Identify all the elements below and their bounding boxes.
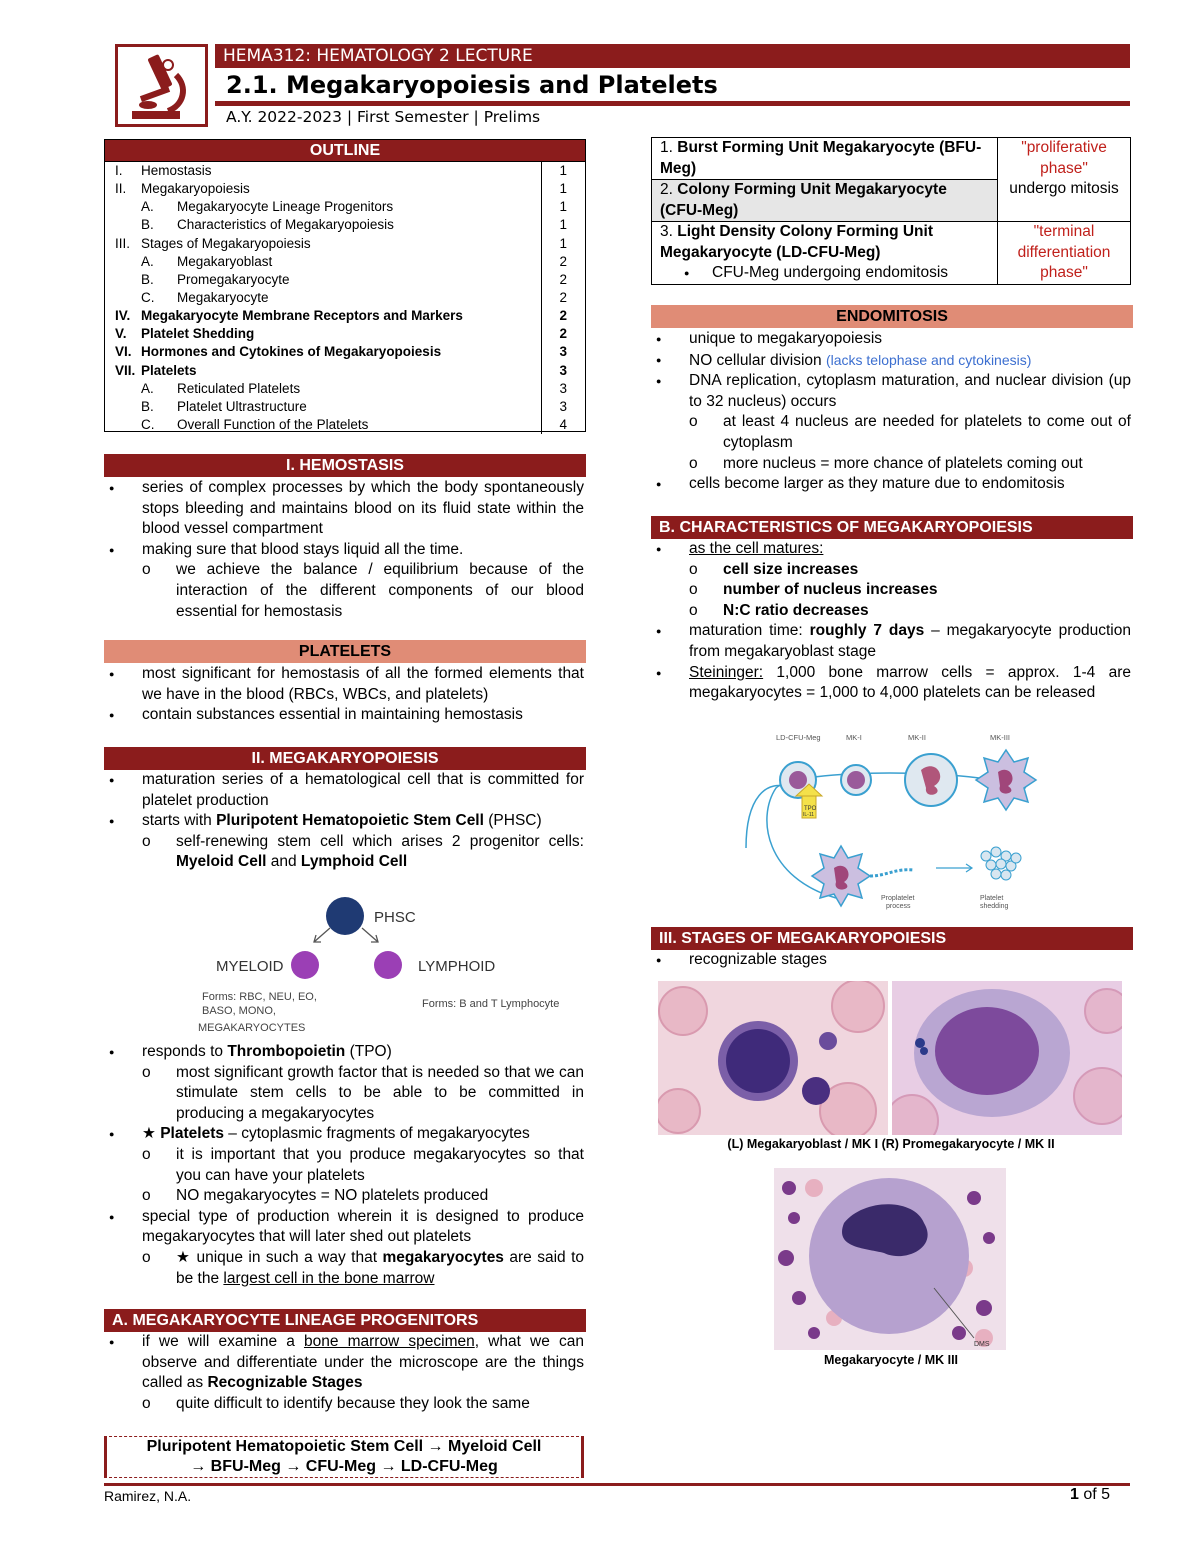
outline-row: A. Megakaryocyte Lineage Progenitors 1 (105, 198, 585, 216)
dms-label: DMS (974, 1341, 990, 1348)
megakaryoblast-micrograph (658, 981, 888, 1135)
svg-text:MK-II: MK-II (908, 733, 926, 742)
outline-row: A. Megakaryoblast 2 (105, 253, 585, 271)
maturation-figure (736, 728, 1046, 918)
svg-text:MK-III: MK-III (990, 733, 1010, 742)
pathway-line: Pluripotent Hematopoietic Stem Cell → Myeloid Cell (146, 1438, 542, 1455)
course-band: HEMA312: HEMATOLOGY 2 LECTURE (215, 44, 1130, 68)
list-item: ● recognizable stages (651, 950, 1131, 971)
phsc-cell (326, 897, 364, 935)
section-endomitosis-heading: ENDOMITOSIS (651, 305, 1133, 328)
list-item: ● as the cell matures: (651, 539, 1131, 560)
micrograph-caption: Megakaryocyte / MK III (823, 1353, 959, 1367)
list-subitem: o more nucleus = more chance of platelets coming out (651, 454, 1131, 475)
outline-row: C. Overall Function of the Platelets 4 (105, 416, 585, 434)
svg-text:Platelet: Platelet (980, 895, 1004, 902)
section-stages-heading: III. STAGES OF MEGAKARYOPOIESIS (651, 927, 1133, 950)
list-subitem: o quite difficult to identify because they look the same (104, 1394, 584, 1415)
section-characteristics-heading: B. CHARACTERISTICS OF MEGAKARYOPOIESIS (651, 516, 1133, 539)
list-item: ● contain substances essential in maintaining hemostasis (104, 705, 584, 726)
list-item: ● making sure that blood stays liquid all the time. (104, 540, 584, 561)
megakaryopoiesis-body-1 (104, 770, 584, 873)
lineage-body (104, 1332, 584, 1414)
characteristics-body (651, 539, 1131, 704)
svg-text:TPO: TPO (804, 806, 817, 812)
list-subitem: o cell size increases (651, 560, 1131, 581)
svg-text:LD-CFU-Meg: LD-CFU-Meg (776, 733, 821, 742)
document-subtitle: A.Y. 2022-2023 | First Semester | Prelims (226, 108, 541, 126)
outline-row: VII. Platelets 3 (105, 362, 585, 380)
outline-row: III. Stages of Megakaryopoiesis 1 (105, 235, 585, 253)
progenitor-table (651, 137, 1131, 285)
outline-row: C. Megakaryocyte 2 (105, 289, 585, 307)
list-item: ● Steininger: 1,000 bone marrow cells = approx. 1-4 are megakaryocytes = 1,000 to 4,000 platelets can be released (651, 663, 1131, 704)
list-subitem: o number of nucleus increases (651, 580, 1131, 601)
list-item: ● if we will examine a bone marrow specimen, what we can observe and differentiate under the microscope are the things called as Recognizable Stages (104, 1332, 584, 1394)
footer-divider (104, 1483, 1130, 1486)
list-subitem: o we achieve the balance / equilibrium because of the interaction of the different components of our blood essential for hemostasis (104, 560, 584, 622)
pathway-line: → BFU-Meg → CFU-Meg → LD-CFU-Meg (190, 1458, 498, 1475)
svg-text:MK-I: MK-I (846, 733, 862, 742)
list-subitem: o ★ unique in such a way that megakaryocytes are said to be the largest cell in the bone marrow (104, 1248, 584, 1289)
outline-row: B. Platelet Ultrastructure 3 (105, 398, 585, 416)
outline-row: V. Platelet Shedding 2 (105, 325, 585, 343)
list-item: ● special type of production wherein it is designed to produce megakaryocytes that will later shed out platelets (104, 1207, 584, 1248)
star-icon: ★ (176, 1248, 192, 1266)
outline-row: VI. Hormones and Cytokines of Megakaryopoiesis 3 (105, 343, 585, 361)
outline-table (105, 162, 585, 434)
svg-text:IL-11: IL-11 (803, 812, 815, 818)
section-megakaryopoiesis-heading: II. MEGAKARYOPOIESIS (104, 747, 586, 770)
outline-row: IV. Megakaryocyte Membrane Receptors and Markers 2 (105, 307, 585, 325)
outline-row: A. Reticulated Platelets 3 (105, 380, 585, 398)
list-item: ● responds to Thrombopoietin (TPO) (104, 1042, 584, 1063)
lymphoid-label: LYMPHOID (418, 958, 496, 975)
section-lineage-heading: A. MEGAKARYOCYTE LINEAGE PROGENITORS (104, 1309, 586, 1332)
outline-box (104, 139, 586, 432)
table-row: 2. Colony Forming Unit Megakaryocyte (CFU-Meg) (652, 180, 1131, 222)
stages-body (651, 950, 1131, 971)
hemostasis-body (104, 478, 584, 622)
list-subitem: o it is important that you produce megakaryocytes so that you can have your platelets (104, 1145, 584, 1186)
document-title: 2.1. Megakaryopoiesis and Platelets (226, 71, 718, 99)
list-item: ● most significant for hemostasis of all the formed elements that we have in the blood (RBCs, WBCs, and platelets) (104, 664, 584, 705)
section-hemostasis-heading: I. HEMOSTASIS (104, 454, 586, 477)
promegakaryocyte-micrograph (892, 981, 1122, 1135)
list-item: ● maturation series of a hematological cell that is committed for platelet production (104, 770, 584, 811)
phsc-lineage-diagram (190, 892, 590, 1038)
microscope-icon (118, 47, 205, 124)
lymphoid-cell (374, 951, 402, 979)
list-item: ● cells become larger as they mature due to endomitosis (651, 474, 1131, 495)
svg-text:shedding: shedding (980, 903, 1009, 910)
list-item: ● DNA replication, cytoplasm maturation, and nuclear division (up to 32 nucleus) occurs (651, 371, 1131, 412)
list-subitem: o self-renewing stem cell which arises 2 progenitor cells: Myeloid Cell and Lymphoid Cell (104, 832, 584, 873)
list-subitem: o N:C ratio decreases (651, 601, 1131, 622)
lineage-pathway-box (104, 1436, 584, 1478)
list-item: ● NO cellular division (lacks telophase and cytokinesis) (651, 350, 1131, 372)
table-row: 1. Burst Forming Unit Megakaryocyte (BFU-Meg) "proliferative phase" undergo mitosis (652, 138, 1131, 180)
phsc-label: PHSC (374, 909, 416, 926)
outline-row: I. Hemostasis 1 (105, 162, 585, 180)
section-platelets-heading: PLATELETS (104, 640, 586, 663)
star-icon: ★ (142, 1125, 156, 1143)
outline-row: II. Megakaryopoiesis 1 (105, 180, 585, 198)
list-item: ● ★ Platelets – cytoplasmic fragments of megakaryocytes (104, 1124, 584, 1145)
myeloid-forms-line: Forms: RBC, NEU, EO, (202, 991, 317, 1003)
platelets-body (104, 664, 584, 726)
myeloid-forms-line: BASO, MONO, (202, 1005, 276, 1017)
list-subitem: o most significant growth factor that is needed so that we can stimulate stem cells to be able to be committed in producing a megakaryocytes (104, 1063, 584, 1125)
outline-row: B. Characteristics of Megakaryopoiesis 1 (105, 216, 585, 234)
myeloid-forms-line: MEGAKARYOCYTES (198, 1022, 306, 1034)
outline-heading: OUTLINE (105, 140, 585, 162)
megakaryocyte-micrograph (774, 1168, 1006, 1350)
microscope-logo (115, 44, 208, 127)
list-item: ● unique to megakaryopoiesis (651, 329, 1131, 350)
list-item: ● maturation time: roughly 7 days – megakaryocyte production from megakaryoblast stage (651, 621, 1131, 662)
myeloid-cell (291, 951, 319, 979)
list-subitem: o at least 4 nucleus are needed for platelets to come out of cytoplasm (651, 412, 1131, 453)
endomitosis-body (651, 329, 1131, 495)
myeloid-label: MYELOID (216, 958, 284, 975)
list-item: ● series of complex processes by which the body spontaneously stops bleeding and maintains blood on its fluid state within the blood vessel compartment (104, 478, 584, 540)
svg-text:Proplatelet: Proplatelet (881, 895, 915, 902)
micrograph-caption: (L) Megakaryoblast / MK I (R) Promegakaryocyte / MK II (727, 1137, 1055, 1151)
lymphoid-forms: Forms: B and T Lymphocyte (422, 998, 560, 1010)
table-row: 3. Light Density Colony Forming Unit Megakaryocyte (LD-CFU-Meg) ● CFU-Meg undergoing endomitosis "terminal differentiation phase" (652, 222, 1131, 285)
megakaryopoiesis-body-2 (104, 1042, 584, 1289)
title-divider (215, 101, 1130, 106)
list-item: ● starts with Pluripotent Hematopoietic Stem Cell (PHSC) (104, 811, 584, 832)
outline-row: B. Promegakaryocyte 2 (105, 271, 585, 289)
list-subitem: o NO megakaryocytes = NO platelets produced (104, 1186, 584, 1207)
page-number: 1 of 5 (1070, 1486, 1111, 1503)
footer-author: Ramirez, N.A. (104, 1488, 192, 1504)
svg-text:process: process (886, 903, 911, 910)
